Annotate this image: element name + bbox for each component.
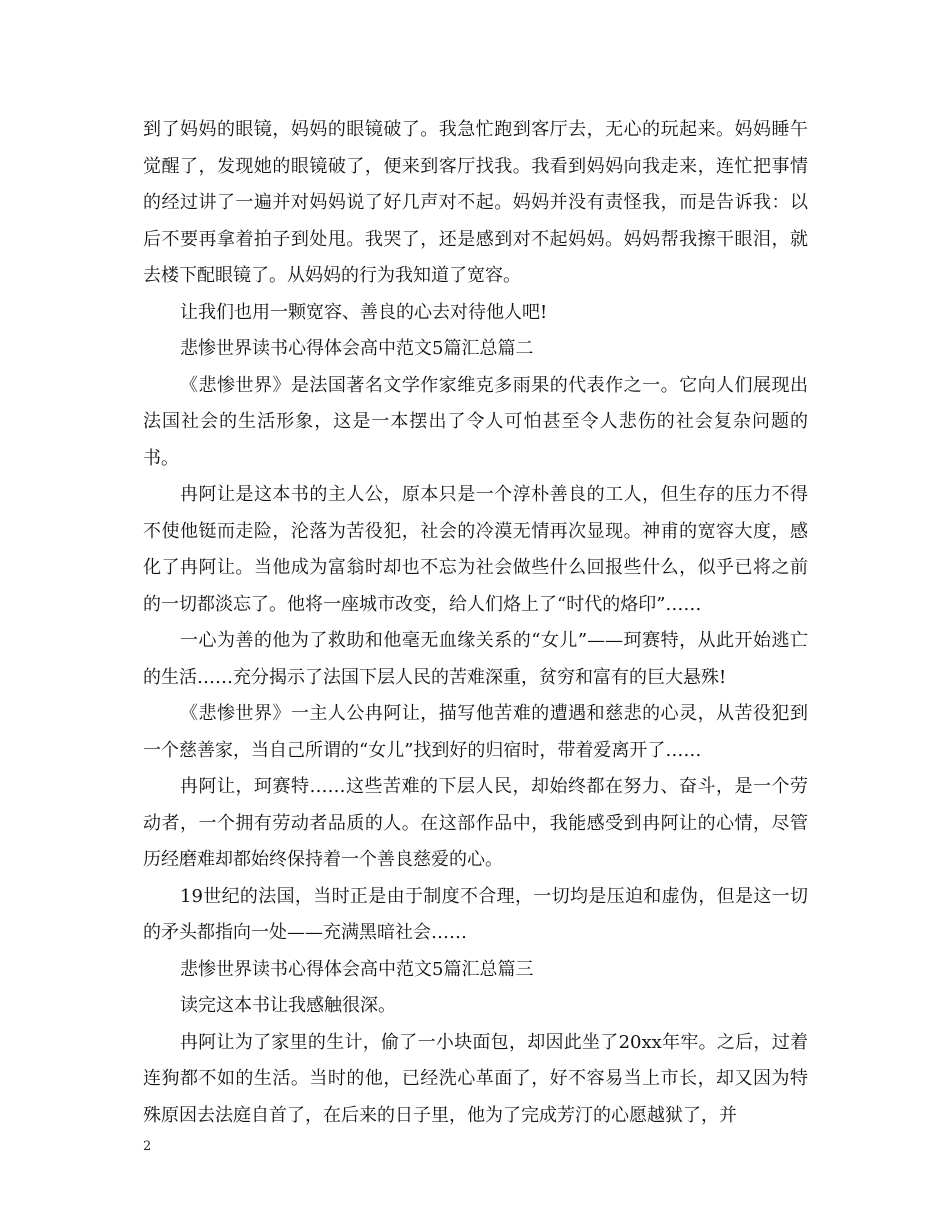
section-heading: 悲惨世界读书心得体会高中范文5篇汇总篇二 [180,338,534,359]
paragraph: 冉阿让，珂赛特……这些苦难的下层人民，却始终都在努力、奋斗，是一个劳动者，一个拥有劳动者品质的人。在这部作品中，我能感受到冉阿让的心情，尽管历经磨难却都始终保持着一个善良慈爱的心。 [143,776,808,870]
paragraph: 《悲惨世界》是法国著名文学作家维克多雨果的代表作之一。它向人们展现出法国社会的生活形象，这是一本摆出了令人可怕甚至令人悲伤的社会复杂问题的书。 [143,374,808,469]
paragraph: 一心为善的他为了救助和他毫无血缘关系的“女儿”——珂赛特，从此开始逃亡的生活……充分揭示了法国下层人民的苦难深重，贫穷和富有的巨大悬殊! [143,630,808,688]
paragraph: 冉阿让是这本书的主人公，原本只是一个淳朴善良的工人，但生存的压力不得不使他铤而走险，沦落为苦役犯，社会的冷漠无情再次显现。神甫的宽容大度，感化了冉阿让。当他成为富翁时却也不忘为社会做些什么回报些什么，似乎已将之前的一切都淡忘了。他将一座城市改变，给人们烙上了“时代的烙印”…… [143,484,808,615]
page-number: 2 [143,1139,152,1154]
section-heading: 悲惨世界读书心得体会高中范文5篇汇总篇三 [180,958,534,980]
paragraph: 到了妈妈的眼镜，妈妈的眼镜破了。我急忙跑到客厅去，无心的玩起来。妈妈睡午觉醒了，发现她的眼镜破了，便来到客厅找我。我看到妈妈向我走来，连忙把事情的经过讲了一遍并对妈妈说了好几声对不起。妈妈并没有责怪我，而是告诉我：以后不要再拿着拍子到处甩。我哭了，还是感到对不起妈妈。妈妈帮我擦干眼泪，就去楼下配眼镜了。从妈妈的行为我知道了宽容。 [143,119,808,286]
paragraph: 《悲惨世界》一主人公冉阿让，描写他苦难的遭遇和慈悲的心灵，从苦役犯到一个慈善家，当自己所谓的“女儿”找到好的归宿时，带着爱离开了…… [143,703,808,761]
paragraph: 冉阿让为了家里的生计，偷了一小块面包，却因此坐了20xx年牢。之后，过着连狗都不如的生活。当时的他，已经洗心革面了，好不容易当上市长，却又因为特殊原因去法庭自首了，在后来的日子里，他为了完成芳汀的心愿越狱了，并 [143,1031,808,1126]
document-body [143,112,808,1134]
paragraph: 让我们也用一颗宽容、善良的心去对待他人吧! [180,301,548,323]
paragraph: 19世纪的法国，当时正是由于制度不合理，一切均是压迫和虚伪，但是这一切的矛头都指向一处——充满黑暗社会…… [143,885,808,943]
paragraph: 读完这本书让我感触很深。 [180,995,396,1016]
